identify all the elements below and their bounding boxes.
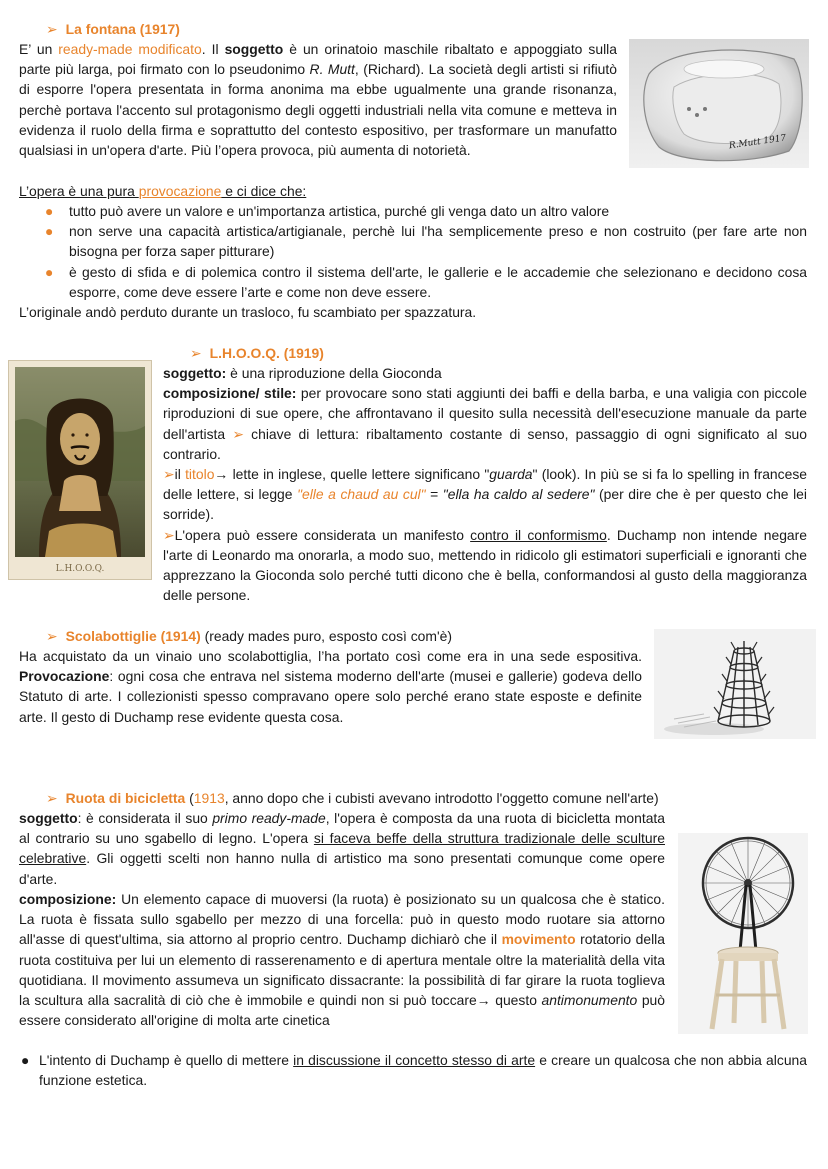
arrow-icon: ➢ <box>46 628 58 644</box>
fontana-title <box>46 19 180 39</box>
fontana-paragraph: E’ un ready-made modificato. Il soggetto è un orinatoio maschile ribaltato e appoggiato sulla parte più larga, poi firmato con lo pseudonimo R. Mutt, (Richard). La società degli artisti si rifiutò di esporre l'opera presentata in forma anonima ma ebbe ugualmente una grande risonanza, perchè portava l'accento sul protagonismo degli oggetti industriali nella vita comune e metteva in evidenza il ruolo della firma e soprattutto del contesto espositivo, per trasformare un manufatto qualsiasi in un'opera d'arte. Più l’opera provoca, più aumenta di notorietà. <box>19 41 617 159</box>
fontana-title-text: La fontana (1917) <box>65 21 180 37</box>
lhooq-title-text: L.H.O.O.Q. (1919) <box>209 345 324 361</box>
arrow-icon: ➢ <box>46 21 58 37</box>
arrow-icon: ➢ <box>46 790 58 806</box>
arrow-icon: ➢ <box>190 345 202 361</box>
bullet-icon: ● <box>45 263 54 280</box>
lhooq-composizione: composizione/ stile: per provocare sono stati aggiunti dei baffi e della barba, e una valigia con piccole riproduzioni di sue opere, che affrontavano il quesito sulla necessità dell'esecuzione manuale da parte dell'artista ➢ chiave di lettura: ribaltamento costante di senso, passaggio di ogni significato al suo contrario. <box>163 385 807 462</box>
lhooq-title <box>190 343 324 363</box>
lhooq-caption: L.H.O.O.Q. <box>55 564 105 574</box>
bullet-icon: ● <box>45 203 54 219</box>
ruota-composizione: composizione: Un elemento capace di muoversi (la ruota) è posizionato su un qualcosa che è statico. La ruota è fissata sullo sgabello per mezzo di una forcella: può in questo modo ruotare sia attorno all'asse di quest'ultima, sia attorno al proprio centro. Duchamp dichiarò che il movimento rotatorio della ruota costituiva per lui un elemento di rasserenamento e di apertura mentale oltre la materialità della vita quotidiana. Il movimento assumeva un significato dissacrante: la possibilità di far girare la ruota toglieva la scultura alla sacralità di ciò che è immobile e quindi non si può toccare→ questo antimonumento può essere considerato all'origine di molta arte cinetica <box>19 891 665 1029</box>
ruota-title: ➢ Ruota di bicicletta (1913, anno dopo che i cubisti avevano introdotto l'oggetto comune nell'arte) <box>46 790 659 806</box>
scolabottiglie-paragraph: Ha acquistato da un vinaio uno scolabottiglia, l’ha portato così come era in una sede espositiva. Provocazione: ogni cosa che entrava nel sistema moderno dell'arte (musei e gallerie) godeva dello Statuto di arte. I collezionisti spesso compravano opere solo perché erano state esposte e definite arte. Il gesto di Duchamp rese evidente questa cosa. <box>19 648 642 725</box>
list-item: ● tutto può avere un valore e un'importanza artistica, purché gli venga dato un altro valore <box>19 201 807 221</box>
list-item: ● L'intento di Duchamp è quello di mettere in discussione il concetto stesso di arte e creare un qualcosa che non abbia alcuna funzione estetica. <box>21 1052 807 1089</box>
ruota-title-text: Ruota di bicicletta <box>65 790 186 806</box>
list-item: ● è gesto di sfida e di polemica contro il sistema dell'arte, le gallerie e le accademie che selezionano e decidono cosa esporre, come deve essere l’arte e come non deve essere. <box>45 263 807 300</box>
scolabottiglie-title: ➢ Scolabottiglie (1914) (ready mades puro, esposto così com'è) <box>46 628 452 644</box>
fountain-image <box>629 39 809 168</box>
signature-text: R.Mutt 1917 <box>728 133 787 152</box>
titolo-term: titolo <box>185 466 215 483</box>
arrow-icon: ➢ <box>163 466 175 483</box>
french-phrase: "elle a chaud au cul" <box>297 486 426 503</box>
fontana-closing: L’originale andò perduto durante un trasloco, fu scambiato per spazzatura. <box>19 304 477 320</box>
fontana-provocazione-line: L’opera è una pura provocazione e ci dice che: <box>19 183 307 199</box>
ruota-soggetto: soggetto: è considerata il suo primo ready-made, l'opera è composta da una ruota di bicicletta montata al contrario su uno sgabello di legno. L'opera si faceva beffe della struttura tradizionale delle sculture celebrative. Gli oggetti scelti non hanno nulla di artistico ma sono presentati comunque come opere d'arte. <box>19 810 666 887</box>
lhooq-image <box>8 360 152 580</box>
bicycle-wheel-image <box>678 833 808 1034</box>
bottle-rack-image <box>654 629 816 739</box>
fontana-bullet-list <box>19 201 807 302</box>
movimento-term: movimento <box>501 931 576 948</box>
ready-made-term: ready-made modificato <box>58 41 202 57</box>
italian-phrase: "ella ha caldo al sedere" <box>442 486 595 503</box>
provocazione-term: provocazione <box>138 183 222 199</box>
bullet-icon: ● <box>45 223 54 240</box>
bullet-icon: ● <box>21 1052 30 1068</box>
list-item: ● non serve una capacità artistica/artigianale, perchè lui l'ha semplicemente preso e non costruito (per fare arte non bisogna per forza saper pitturare) <box>45 223 807 260</box>
lhooq-manifesto: ➢L'opera può essere considerata un manifesto contro il conformismo. Duchamp non intende negare l'arte di Leonardo ma onorarla, a modo suo, mettendo in ridicolo gli estimatori superficiali e ignoranti che apprezzano la Gioconda solo perché tutti dicono che è bella, conformandosi al gusto della maggioranza delle persone. <box>163 526 807 604</box>
scolabottiglie-title-text: Scolabottiglie (1914) <box>65 628 201 644</box>
arrow-icon: ➢ <box>232 425 244 442</box>
arrow-icon: ➢ <box>163 526 175 543</box>
lhooq-body <box>163 363 807 605</box>
r-mutt-name: R. Mutt <box>309 61 355 78</box>
lhooq-titolo: ➢il titolo→ lette in inglese, quelle lettere significano "guarda" (look). In più se si fa lo spelling in francese delle lettere, si legge "elle a chaud au cul" = "ella ha caldo al sedere" (per dire che è per questo che lei sorride). <box>163 466 807 523</box>
soggetto-label: soggetto <box>224 41 284 57</box>
ruota-bullet <box>19 1050 807 1090</box>
lhooq-soggetto: soggetto: è una riproduzione della Gioconda <box>163 365 442 381</box>
